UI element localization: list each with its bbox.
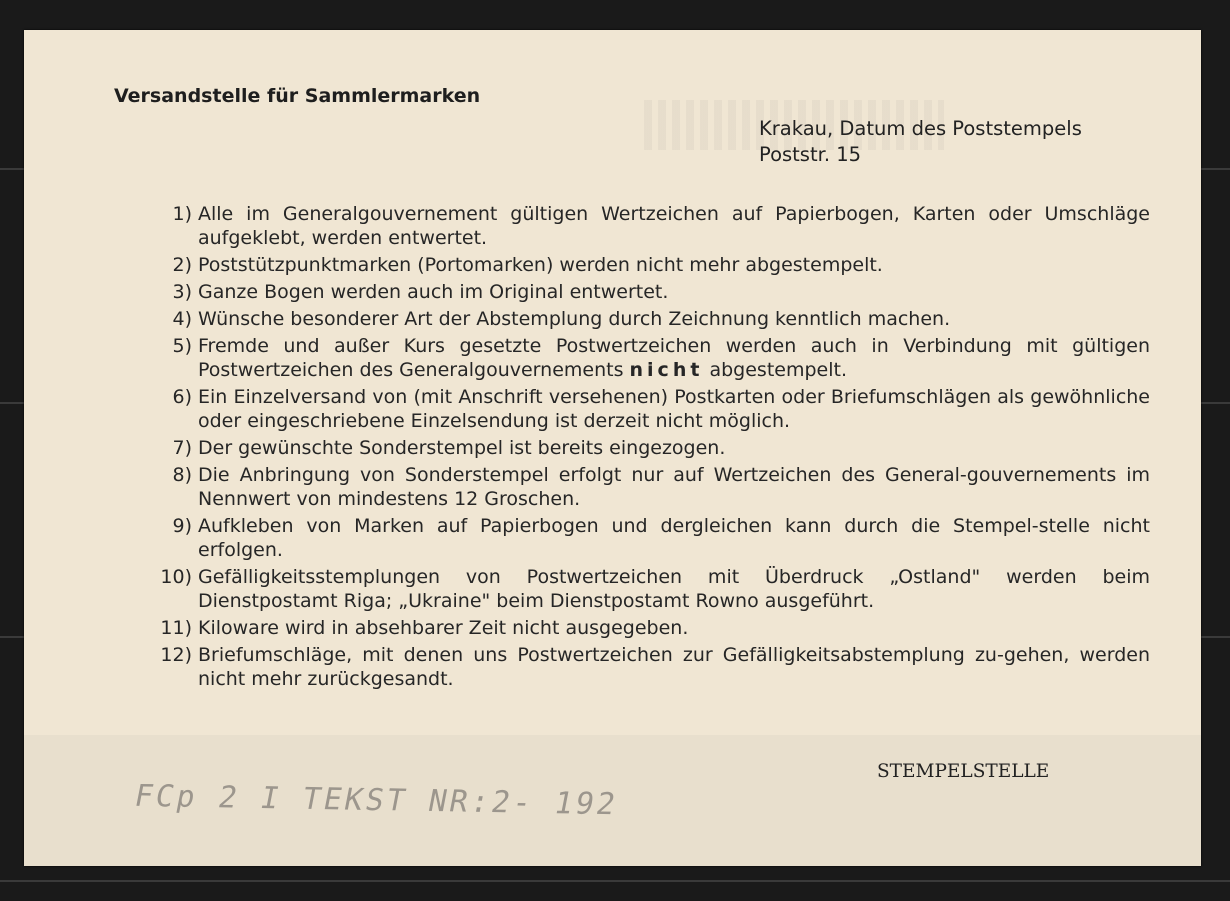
note-item (160, 334, 1150, 382)
note-item (160, 463, 1150, 511)
note-text: Poststützpunktmarken (Portomarken) werden nicht mehr abgestempelt. (198, 254, 883, 276)
note-number: 2) (172, 254, 192, 276)
note-text: Der gewünschte Sonderstempel ist bereits eingezogen. (198, 437, 726, 459)
place-block (759, 116, 1082, 168)
note-text-part: abgestempelt. (703, 359, 847, 381)
note-emphasis: nicht (629, 359, 704, 381)
note-text: Kiloware wird in absehbarer Zeit nicht ausgegeben. (198, 617, 689, 639)
note-text: Ein Einzelversand von (mit Anschrift versehenen) Postkarten oder Briefumschlägen als gewöhnliche oder eingeschriebene Einzelsendung ist derzeit nicht möglich. (198, 386, 1150, 432)
note-item (160, 253, 1150, 277)
note-text: Briefumschläge, mit denen uns Postwertzeichen zur Gefälligkeitsabstemplung zu-gehen, werden nicht mehr zurückgesandt. (198, 644, 1150, 690)
note-item (160, 436, 1150, 460)
note-number: 6) (172, 386, 192, 408)
note-text: Aufkleben von Marken auf Papierbogen und dergleichen kann durch die Stempel-stelle nicht erfolgen. (198, 515, 1150, 561)
note-text: Wünsche besonderer Art der Abstemplung durch Zeichnung kenntlich machen. (198, 308, 951, 330)
note-item (160, 514, 1150, 562)
sender-heading: Versandstelle für Sammlermarken (114, 85, 481, 107)
note-item (160, 565, 1150, 613)
note-item (160, 280, 1150, 304)
pencil-annotation: FCp 2 I TEKST NR:2- 192 (131, 778, 622, 823)
note-item (160, 307, 1150, 331)
note-text (198, 334, 1150, 382)
note-number: 7) (172, 437, 192, 459)
note-item (160, 616, 1150, 640)
note-text: Die Anbringung von Sonderstempel erfolgt nur auf Wertzeichen des General-gouvernements im Nennwert von mindestens 12 Groschen. (198, 464, 1150, 510)
note-text: Alle im Generalgouvernement gültigen Wertzeichen auf Papierbogen, Karten oder Umschläge aufgeklebt, werden entwertet. (198, 203, 1150, 249)
note-item (160, 643, 1150, 691)
signature: STEMPELSTELLE (877, 761, 1050, 782)
street-line: Poststr. 15 (759, 143, 862, 166)
note-number: 4) (172, 308, 192, 330)
note-number: 3) (172, 281, 192, 303)
place-line: Krakau, Datum des Poststempels (759, 117, 1082, 140)
note-text: Gefälligkeitsstemplungen von Postwertzeichen mit Überdruck „Ostland" werden beim Dienstpostamt Riga; „Ukraine" beim Dienstpostamt Rowno ausgeführt. (198, 566, 1150, 612)
note-number: 5) (172, 335, 192, 357)
note-number: 11) (160, 617, 192, 639)
note-number: 8) (172, 464, 192, 486)
note-item (160, 202, 1150, 250)
note-number: 1) (172, 203, 192, 225)
note-number: 9) (172, 515, 192, 537)
note-number: 12) (160, 644, 192, 666)
notes-list (160, 202, 1150, 694)
note-text: Ganze Bogen werden auch im Original entwertet. (198, 281, 669, 303)
background-stripe (0, 880, 1230, 882)
note-number: 10) (160, 566, 192, 588)
postcard (24, 30, 1201, 866)
note-item (160, 385, 1150, 433)
note-text-part: Fremde und außer Kurs gesetzte Postwertzeichen werden auch in Verbindung mit gültigen Postwertzeichen des Generalgouvernements (198, 335, 1150, 381)
